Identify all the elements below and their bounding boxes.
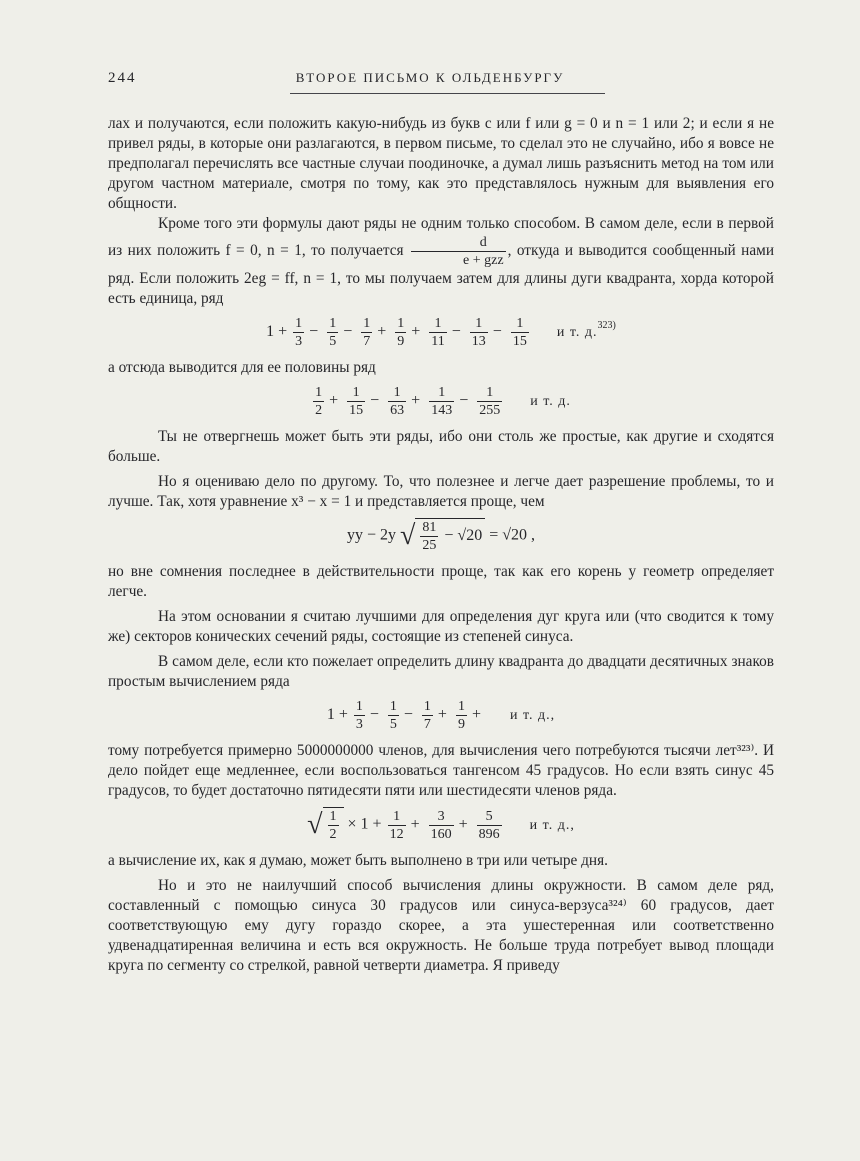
series-5-tail: и т. д.,: [529, 817, 575, 833]
term-denominator: 13: [471, 334, 486, 349]
term-operator: +: [410, 815, 420, 833]
term-numerator: 1: [347, 384, 365, 402]
series-2-term: [388, 384, 406, 419]
term-operator: +: [377, 323, 387, 341]
term-operator: −: [369, 706, 379, 724]
series-formula-1: [108, 315, 774, 350]
fraction-numerator: 81: [422, 520, 437, 535]
fraction-numerator: 1: [329, 809, 337, 824]
paragraph-8: В самом деле, если кто пожелает определить длину квадранта до двадцати десятичных знаков простым вычислением ряда: [108, 653, 774, 690]
fraction-denominator: 2: [329, 827, 337, 842]
term-denominator: 11: [431, 334, 445, 349]
term-operator: −: [403, 706, 413, 724]
series-4-term: [388, 698, 399, 733]
term-numerator: 1: [295, 316, 303, 331]
series-4-tail: и т. д.,: [509, 708, 556, 724]
term-numerator: 1: [388, 808, 406, 826]
paragraph-6: но вне сомнения последнее в действительности проще, так как его корень y геометр определяет легче.: [108, 563, 774, 600]
series-4-lead: 1 +: [326, 706, 348, 724]
term-numerator: 1: [389, 699, 397, 714]
term-denominator: 143: [431, 403, 453, 418]
term-operator: +: [471, 706, 481, 724]
series-formula-2: [108, 384, 774, 419]
term-denominator: 7: [363, 334, 371, 349]
radical: [400, 518, 485, 554]
term-operator: +: [437, 706, 447, 724]
page-body: [108, 114, 774, 976]
paragraph-9: тому потребуется примерно 5000000000 членов, для вычисления чего потребуются тысячи лет³²³⁾. И дело пойдет еще медленнее, если воспользоваться тангенсом 45 градусов. Но если взять синус 45 градусов, то будет достаточно пятидесяти пяти или шестидесяти членов ряда.: [108, 742, 774, 799]
radical-fraction: [420, 519, 438, 554]
term-denominator: 3: [355, 717, 363, 732]
term-operator: +: [458, 815, 468, 833]
term-denominator: 896: [478, 826, 500, 842]
inline-fraction: [411, 234, 506, 269]
series-4-term: [456, 698, 467, 733]
series-1-tail: и т. д.: [556, 325, 598, 341]
term-numerator: 1: [429, 315, 446, 333]
equation-left: yy − 2y: [346, 526, 397, 544]
term-operator: −: [459, 392, 469, 410]
term-numerator: 1: [397, 316, 405, 331]
term-numerator: 5: [477, 808, 502, 826]
term-operator: +: [411, 323, 421, 341]
term-denominator: 5: [389, 717, 397, 732]
paragraph-2-end: , откуда и выводится сообщенный нами ряд. Если положить 2eg = ff, n = 1, то мы получаем затем для длины дуги квадранта, хорда которой есть единица, ряд: [108, 242, 775, 307]
term-operator: +: [411, 392, 421, 410]
running-title: ВТОРОЕ ПИСЬМО К ОЛЬДЕНБУРГУ: [295, 70, 565, 85]
term-operator: −: [370, 392, 380, 410]
series-5-term: [477, 808, 502, 843]
term-numerator: 3: [429, 808, 454, 826]
paragraph-2: [108, 214, 774, 309]
term-denominator: 15: [349, 403, 364, 418]
series-1-term: [293, 315, 304, 350]
paragraph-2-start: Кроме того эти формулы дают ряды не одним только способом. В самом деле, если в первой из них положить f = 0, n = 1, то получается: [108, 215, 774, 260]
series-1-term: [395, 315, 406, 350]
term-numerator: 1: [423, 699, 431, 714]
series-5-times: × 1 +: [347, 815, 382, 833]
term-denominator: 3: [295, 334, 303, 349]
radical-half: [307, 807, 343, 843]
term-numerator: 1: [477, 384, 502, 402]
equation-formula: [108, 518, 774, 554]
page-header: [108, 70, 752, 94]
series-2-term: [347, 384, 365, 419]
series-1-term: [511, 315, 529, 350]
term-operator: +: [329, 392, 339, 410]
term-denominator: 7: [423, 717, 431, 732]
term-denominator: 12: [389, 826, 404, 842]
paragraph-11: Но и это не наилучший способ вычисления длины окружности. В самом деле ряд, составленный с помощью синуса 30 градусов или синуса-верзуса³²⁴⁾ 60 градусов, дает соответствующую ему дугу гораздо скорее, а эта ушестеренная или соответственно удвенадцатиренная величина и есть вся окружность. Не больше труда потребует вывод площади круга по сегменту со стрелкой, равной четверти диаметра. Я приведу: [108, 877, 774, 974]
term-operator: −: [343, 323, 353, 341]
series-5-term: [429, 808, 454, 843]
series-5-term: [388, 808, 406, 843]
inline-fraction-denominator: e + gzz: [463, 253, 504, 268]
series-1-term: [327, 315, 338, 350]
radical-sign-icon: √: [400, 520, 416, 551]
term-denominator: 2: [315, 403, 323, 418]
radical-content: [323, 807, 344, 843]
series-formula-5: [108, 807, 774, 843]
term-numerator: 1: [363, 316, 371, 331]
term-numerator: 1: [429, 384, 454, 402]
fraction-denominator: 25: [422, 538, 437, 553]
paragraph-1: лах и получаются, если положить какую-нибудь из букв c или f или g = 0 и n = 1 или 2; и если я не привел ряды, в которые они разлагаются, в первом письме, то сделал это не случайно, ибо я вовсе не предполагал перечислять все частные случаи поодиночке, а думал лишь разъяснить метод на том или другом частном материале, смотря по тому, как это представлялось нужным для выявления его общности.: [108, 115, 774, 212]
term-numerator: 1: [457, 699, 465, 714]
series-1-lead: 1 +: [266, 323, 288, 341]
series-4-term: [354, 698, 365, 733]
inline-fraction-numerator: d: [411, 234, 506, 252]
term-denominator: 5: [329, 334, 337, 349]
term-operator: −: [309, 323, 319, 341]
radical-sign-icon: √: [307, 809, 323, 840]
term-denominator: 160: [430, 826, 452, 842]
radical-remainder: − √20: [444, 527, 483, 545]
series-2-term: [477, 384, 502, 419]
series-2-tail: и т. д.: [530, 394, 571, 410]
term-numerator: 1: [511, 315, 529, 333]
paragraph-10: а вычисление их, как я думаю, может быть выполнено в три или четыре дня.: [108, 852, 608, 869]
series-1-term: [470, 315, 488, 350]
term-numerator: 1: [315, 385, 323, 400]
term-operator: −: [451, 323, 461, 341]
radical-content: [415, 518, 485, 554]
equation-right: = √20 ,: [489, 526, 536, 544]
header-rule: [290, 93, 605, 94]
series-2-term: [313, 384, 324, 419]
series-2-term: [429, 384, 454, 419]
term-numerator: 1: [355, 699, 363, 714]
series-1-term: [361, 315, 372, 350]
page-number: 244: [108, 70, 137, 86]
term-denominator: 63: [390, 403, 405, 418]
term-numerator: 1: [388, 384, 406, 402]
paragraph-3: а отсюда выводится для ее половины ряд: [108, 359, 376, 376]
series-1-term: [429, 315, 446, 350]
term-denominator: 9: [397, 334, 405, 349]
term-denominator: 9: [457, 717, 465, 732]
series-4-term: [422, 698, 433, 733]
term-denominator: 255: [479, 403, 501, 418]
paragraph-4: Ты не отвергнешь может быть эти ряды, ибо они столь же простые, как другие и сходятся больше.: [108, 428, 774, 465]
term-operator: −: [492, 323, 502, 341]
series-formula-4: [108, 698, 774, 733]
term-numerator: 1: [329, 316, 337, 331]
radical-fraction: [328, 808, 339, 843]
term-numerator: 1: [470, 315, 488, 333]
paragraph-7: На этом основании я считаю лучшими для определения дуг круга или (что сводится к тому же) секторов конических сечений ряды, состоящие из степеней синуса.: [108, 608, 774, 645]
footnote-ref: 323): [597, 320, 616, 331]
paragraph-5: Но я оцениваю дело по другому. То, что полезнее и легче дает разрешение проблемы, то и лучше. Так, хотя уравнение x³ − x = 1 и представляется проще, чем: [108, 473, 774, 510]
term-denominator: 15: [512, 334, 527, 349]
